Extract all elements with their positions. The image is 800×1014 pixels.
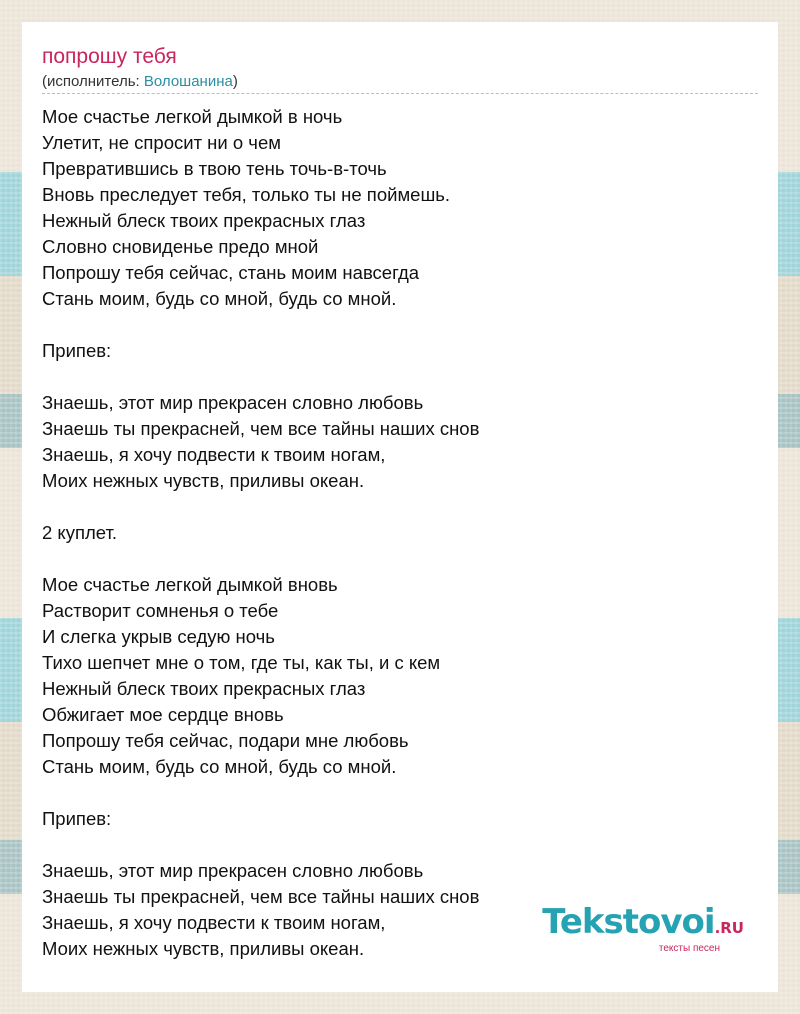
artist-prefix: (исполнитель: bbox=[42, 73, 144, 90]
lyrics-text bbox=[42, 104, 758, 962]
lyric-line: 2 куплет. bbox=[42, 522, 118, 543]
logo-wordmark bbox=[542, 902, 744, 945]
site-logo[interactable] bbox=[542, 902, 744, 954]
artist-link[interactable]: Волошанина bbox=[143, 73, 233, 90]
lyric-blank-line bbox=[42, 546, 758, 572]
lyric-line: Тихо шепчет мне о том, где ты, как ты, и с кем bbox=[42, 652, 441, 673]
lyric-line: Словно сновиденье предо мной bbox=[42, 236, 319, 257]
logo-name: Tekstovoi bbox=[542, 902, 715, 942]
lyric-line: Нежный блеск твоих прекрасных глаз bbox=[42, 678, 366, 699]
artist-line bbox=[42, 73, 238, 91]
lyric-blank-line bbox=[42, 364, 758, 390]
lyric-blank-line bbox=[42, 832, 758, 858]
lyric-line: Знаешь, я хочу подвести к твоим ногам, bbox=[42, 444, 386, 465]
lyric-line: Превратившись в твою тень точь-в-точь bbox=[42, 158, 387, 179]
lyric-blank-line bbox=[42, 312, 758, 338]
lyrics-card bbox=[22, 22, 778, 992]
lyric-line: Знаешь ты прекрасней, чем все тайны наших снов bbox=[42, 418, 480, 439]
lyric-line: Знаешь ты прекрасней, чем все тайны наших снов bbox=[42, 886, 480, 907]
lyric-line: Растворит сомненья о тебе bbox=[42, 600, 279, 621]
lyric-line: Попрошу тебя сейчас, подари мне любовь bbox=[42, 730, 409, 751]
lyric-line: Знаешь, этот мир прекрасен словно любовь bbox=[42, 392, 424, 413]
lyric-line: Обжигает мое сердце вновь bbox=[42, 704, 284, 725]
lyric-line: Вновь преследует тебя, только ты не поймешь. bbox=[42, 184, 451, 205]
lyric-line: Припев: bbox=[42, 340, 112, 361]
logo-tagline: тексты песен bbox=[658, 943, 720, 954]
lyric-line: Моих нежных чувств, приливы океан. bbox=[42, 470, 365, 491]
lyric-line: Знаешь, этот мир прекрасен словно любовь bbox=[42, 860, 424, 881]
lyric-line: Мое счастье легкой дымкой вновь bbox=[42, 574, 338, 595]
divider bbox=[42, 93, 758, 94]
artist-suffix: ) bbox=[232, 73, 238, 90]
lyric-blank-line bbox=[42, 780, 758, 806]
lyric-line: Знаешь, я хочу подвести к твоим ногам, bbox=[42, 912, 386, 933]
lyric-line: Нежный блеск твоих прекрасных глаз bbox=[42, 210, 366, 231]
lyric-line: Стань моим, будь со мной, будь со мной. bbox=[42, 756, 397, 777]
lyric-line: И слегка укрыв седую ночь bbox=[42, 626, 275, 647]
lyric-line: Попрошу тебя сейчас, стань моим навсегда bbox=[42, 262, 420, 283]
lyric-blank-line bbox=[42, 494, 758, 520]
lyric-line: Стань моим, будь со мной, будь со мной. bbox=[42, 288, 397, 309]
lyric-line: Моих нежных чувств, приливы океан. bbox=[42, 938, 365, 959]
lyric-line: Мое счастье легкой дымкой в ночь bbox=[42, 106, 343, 127]
logo-tld: .RU bbox=[714, 919, 744, 937]
lyric-line: Улетит, не спросит ни о чем bbox=[42, 132, 281, 153]
song-title: попрошу тебя bbox=[42, 45, 177, 68]
lyric-line: Припев: bbox=[42, 808, 112, 829]
